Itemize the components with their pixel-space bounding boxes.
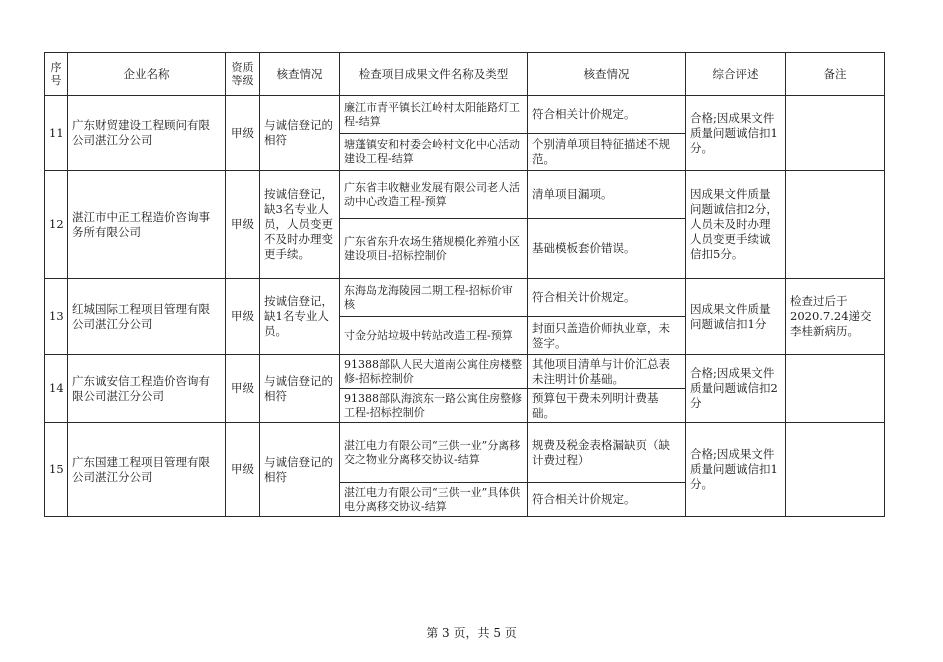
document-check: 其他项目清单与计价汇总表未注明计价基础。: [528, 355, 686, 389]
document-check: 个别清单项目特征描述不规范。: [528, 134, 686, 171]
document-check: 符合相关计价规定。: [528, 483, 686, 517]
overall-review: 合格;因成果文件质量问题诚信扣2分: [686, 355, 786, 423]
staff-check: 与诚信登记的相符: [260, 423, 340, 517]
table-row: [45, 355, 885, 389]
staff-check: 与诚信登记的相符: [260, 355, 340, 423]
company-name: 广东财贸建设工程顾问有限公司湛江分公司: [68, 96, 226, 171]
overall-review: 因成果文件质量问题诚信扣2分，人员未及时办理人员变更手续诚信扣5分。: [686, 171, 786, 279]
header-remark: 备注: [786, 53, 885, 96]
table-row: [45, 96, 885, 134]
company-name: 广东国建工程项目管理有限公司湛江分公司: [68, 423, 226, 517]
result-document: 广东省东升农场生猪规模化养殖小区建设项目-招标控制价: [340, 219, 528, 279]
result-document: 91388部队海滨东一路公寓住房整修工程-招标控制价: [340, 389, 528, 423]
row-seq: 13: [45, 279, 68, 355]
row-seq: 11: [45, 96, 68, 171]
remark: [786, 355, 885, 423]
result-document: 东海岛龙海陵园二期工程-招标价审核: [340, 279, 528, 317]
result-document: 广东省丰收糖业发展有限公司老人活动中心改造工程-预算: [340, 171, 528, 219]
header-company: 企业名称: [68, 53, 226, 96]
overall-review: 合格;因成果文件质量问题诚信扣1分。: [686, 96, 786, 171]
company-name: 湛江市中正工程造价咨询事务所有限公司: [68, 171, 226, 279]
table-row: [45, 279, 885, 317]
remark: [786, 423, 885, 517]
overall-review: 合格;因成果文件质量问题诚信扣1分。: [686, 423, 786, 517]
header-overall: 综合评述: [686, 53, 786, 96]
staff-check: 与诚信登记的相符: [260, 96, 340, 171]
document-check: 符合相关计价规定。: [528, 279, 686, 317]
remark: 检查过后于2020.7.24递交李桂新病历。: [786, 279, 885, 355]
row-seq: 15: [45, 423, 68, 517]
row-seq: 12: [45, 171, 68, 279]
header-check-2: 核查情况: [528, 53, 686, 96]
result-document: 湛江电力有限公司“三供一业”具体供电分离移交协议-结算: [340, 483, 528, 517]
header-row: [45, 53, 885, 96]
overall-review: 因成果文件质量问题诚信扣1分: [686, 279, 786, 355]
company-name: 红城国际工程项目管理有限公司湛江分公司: [68, 279, 226, 355]
qualification-grade: 甲级: [226, 279, 260, 355]
document-check: 规费及税金表格漏缺页（缺计费过程）: [528, 423, 686, 483]
qualification-grade: 甲级: [226, 96, 260, 171]
qualification-grade: 甲级: [226, 423, 260, 517]
result-document: 91388部队人民大道南公寓住房楼整修-招标控制价: [340, 355, 528, 389]
remark: [786, 171, 885, 279]
header-grade: 资质等级: [226, 53, 260, 96]
inspection-table: [44, 52, 885, 517]
document-check: 符合相关计价规定。: [528, 96, 686, 134]
company-name: 广东诚安信工程造价咨询有限公司湛江分公司: [68, 355, 226, 423]
qualification-grade: 甲级: [226, 355, 260, 423]
result-document: 寸金分站垃圾中转站改造工程-预算: [340, 317, 528, 355]
table-row: [45, 423, 885, 483]
table-row: [45, 171, 885, 219]
result-document: 廉江市青平镇长江岭村太阳能路灯工程-结算: [340, 96, 528, 134]
document-check: 基础模板套价错误。: [528, 219, 686, 279]
document-check: 清单项目漏项。: [528, 171, 686, 219]
document-check: 封面只盖造价师执业章，未签字。: [528, 317, 686, 355]
page-footer: 第 3 页，共 5 页: [426, 626, 517, 640]
remark: [786, 96, 885, 171]
header-docs: 检查项目成果文件名称及类型: [340, 53, 528, 96]
header-seq: 序号: [45, 53, 68, 96]
row-seq: 14: [45, 355, 68, 423]
document-check: 预算包干费未列明计费基础。: [528, 389, 686, 423]
result-document: 湛江电力有限公司“三供一业”分离移交之物业分离移交协议-结算: [340, 423, 528, 483]
staff-check: 按诚信登记，缺3名专业人员，人员变更不及时办理变更手续。: [260, 171, 340, 279]
qualification-grade: 甲级: [226, 171, 260, 279]
header-check-1: 核查情况: [260, 53, 340, 96]
staff-check: 按诚信登记，缺1名专业人员。: [260, 279, 340, 355]
result-document: 塘蓬镇安和村委会岭村文化中心活动建设工程-结算: [340, 134, 528, 171]
